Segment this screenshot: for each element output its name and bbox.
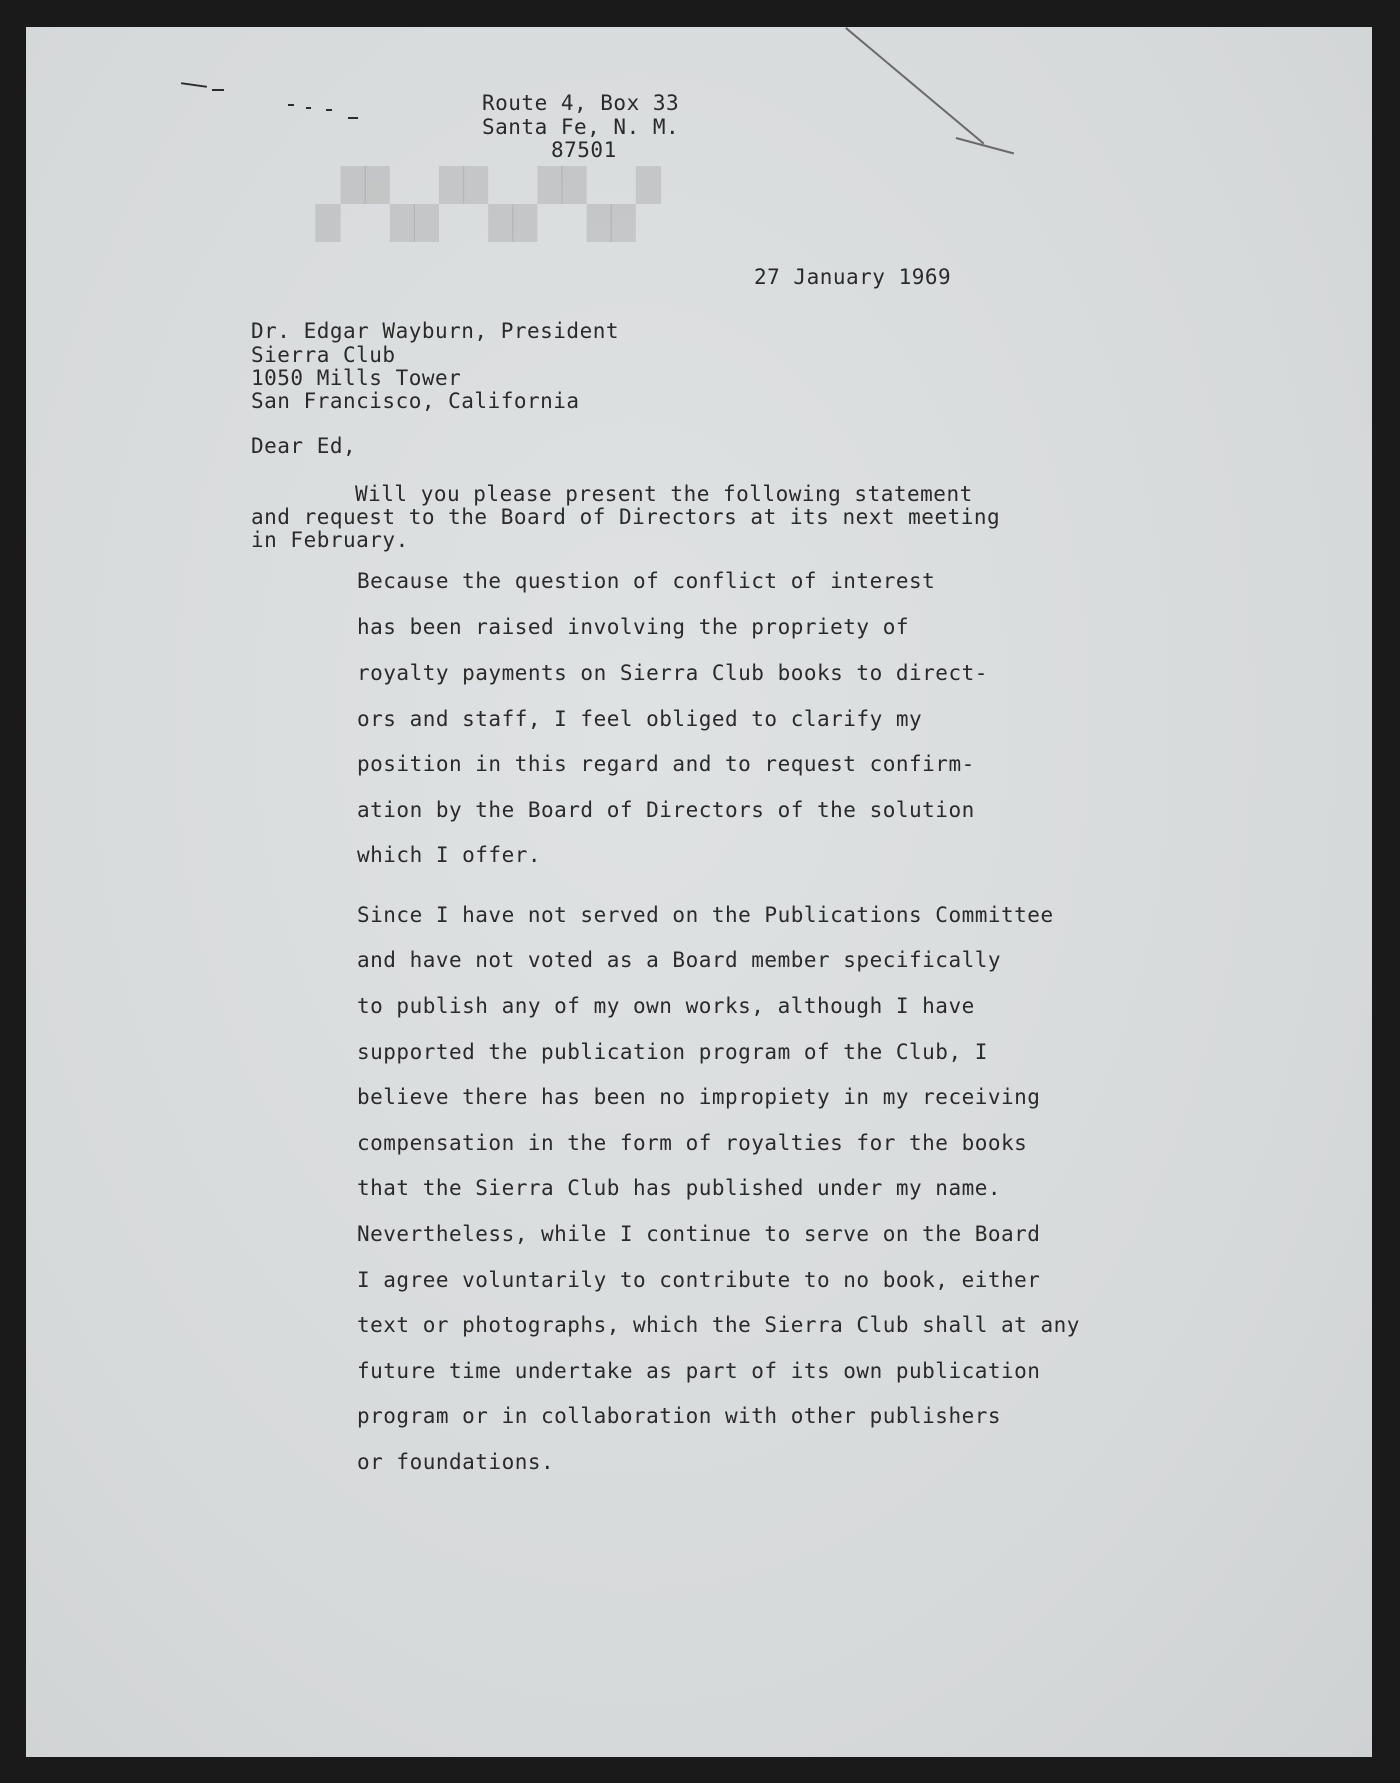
statement-line: or foundations.	[357, 1450, 555, 1474]
recipient-line: Dr. Edgar Wayburn, President	[251, 319, 620, 343]
paper-crease	[956, 137, 1014, 154]
stray-mark	[348, 117, 358, 119]
letter-date: 27 January 1969	[754, 265, 952, 289]
sender-address-line: Route 4, Box 33	[482, 91, 680, 115]
statement-line: to publish any of my own works, although I have	[357, 994, 975, 1018]
sender-zip: 87501	[551, 138, 617, 162]
statement-line: ors and staff, I feel obliged to clarify my	[357, 707, 923, 731]
intro-line: and request to the Board of Directors at its next meeting	[251, 505, 1001, 529]
letter-page	[26, 27, 1372, 1757]
statement-line: ation by the Board of Directors of the solution	[357, 798, 975, 822]
statement-line: Because the question of conflict of interest	[357, 569, 936, 593]
recipient-line: 1050 Mills Tower	[251, 366, 462, 390]
statement-line: supported the publication program of the Club, I	[357, 1040, 988, 1064]
statement-line: compensation in the form of royalties for the books	[357, 1131, 1028, 1155]
stray-mark	[306, 107, 311, 109]
stray-mark	[181, 82, 207, 88]
sender-address-line: Santa Fe, N. M.	[482, 115, 680, 139]
stray-mark	[288, 104, 294, 106]
recipient-line: San Francisco, California	[251, 389, 580, 413]
statement-line: text or photographs, which the Sierra Club shall at any	[357, 1313, 1080, 1337]
intro-line: Will you please present the following statement	[355, 482, 973, 506]
stray-mark	[326, 109, 332, 111]
stray-mark	[212, 89, 224, 91]
statement-line: Since I have not served on the Publications Committee	[357, 903, 1054, 927]
statement-line: royalty payments on Sierra Club books to direct-	[357, 661, 988, 685]
statement-line: future time undertake as part of its own publication	[357, 1359, 1041, 1383]
statement-line: program or in collaboration with other publishers	[357, 1404, 1002, 1428]
statement-line: that the Sierra Club has published under my name.	[357, 1176, 1002, 1200]
statement-line: has been raised involving the propriety of	[357, 615, 910, 639]
statement-line: position in this regard and to request confirm-	[357, 752, 975, 776]
statement-line: which I offer.	[357, 843, 542, 867]
statement-line: and have not voted as a Board member specifically	[357, 948, 1002, 972]
statement-line: I agree voluntarily to contribute to no book, either	[357, 1268, 1041, 1292]
salutation: Dear Ed,	[251, 434, 357, 458]
intro-line: in February.	[251, 528, 409, 552]
statement-line: believe there has been no impropiety in my receiving	[357, 1085, 1041, 1109]
recipient-line: Sierra Club	[251, 343, 396, 367]
paper-crease	[846, 27, 985, 144]
bleed-through-mark: ▚▞▚▞▚▞▚	[316, 167, 661, 242]
statement-line: Nevertheless, while I continue to serve on the Board	[357, 1222, 1041, 1246]
